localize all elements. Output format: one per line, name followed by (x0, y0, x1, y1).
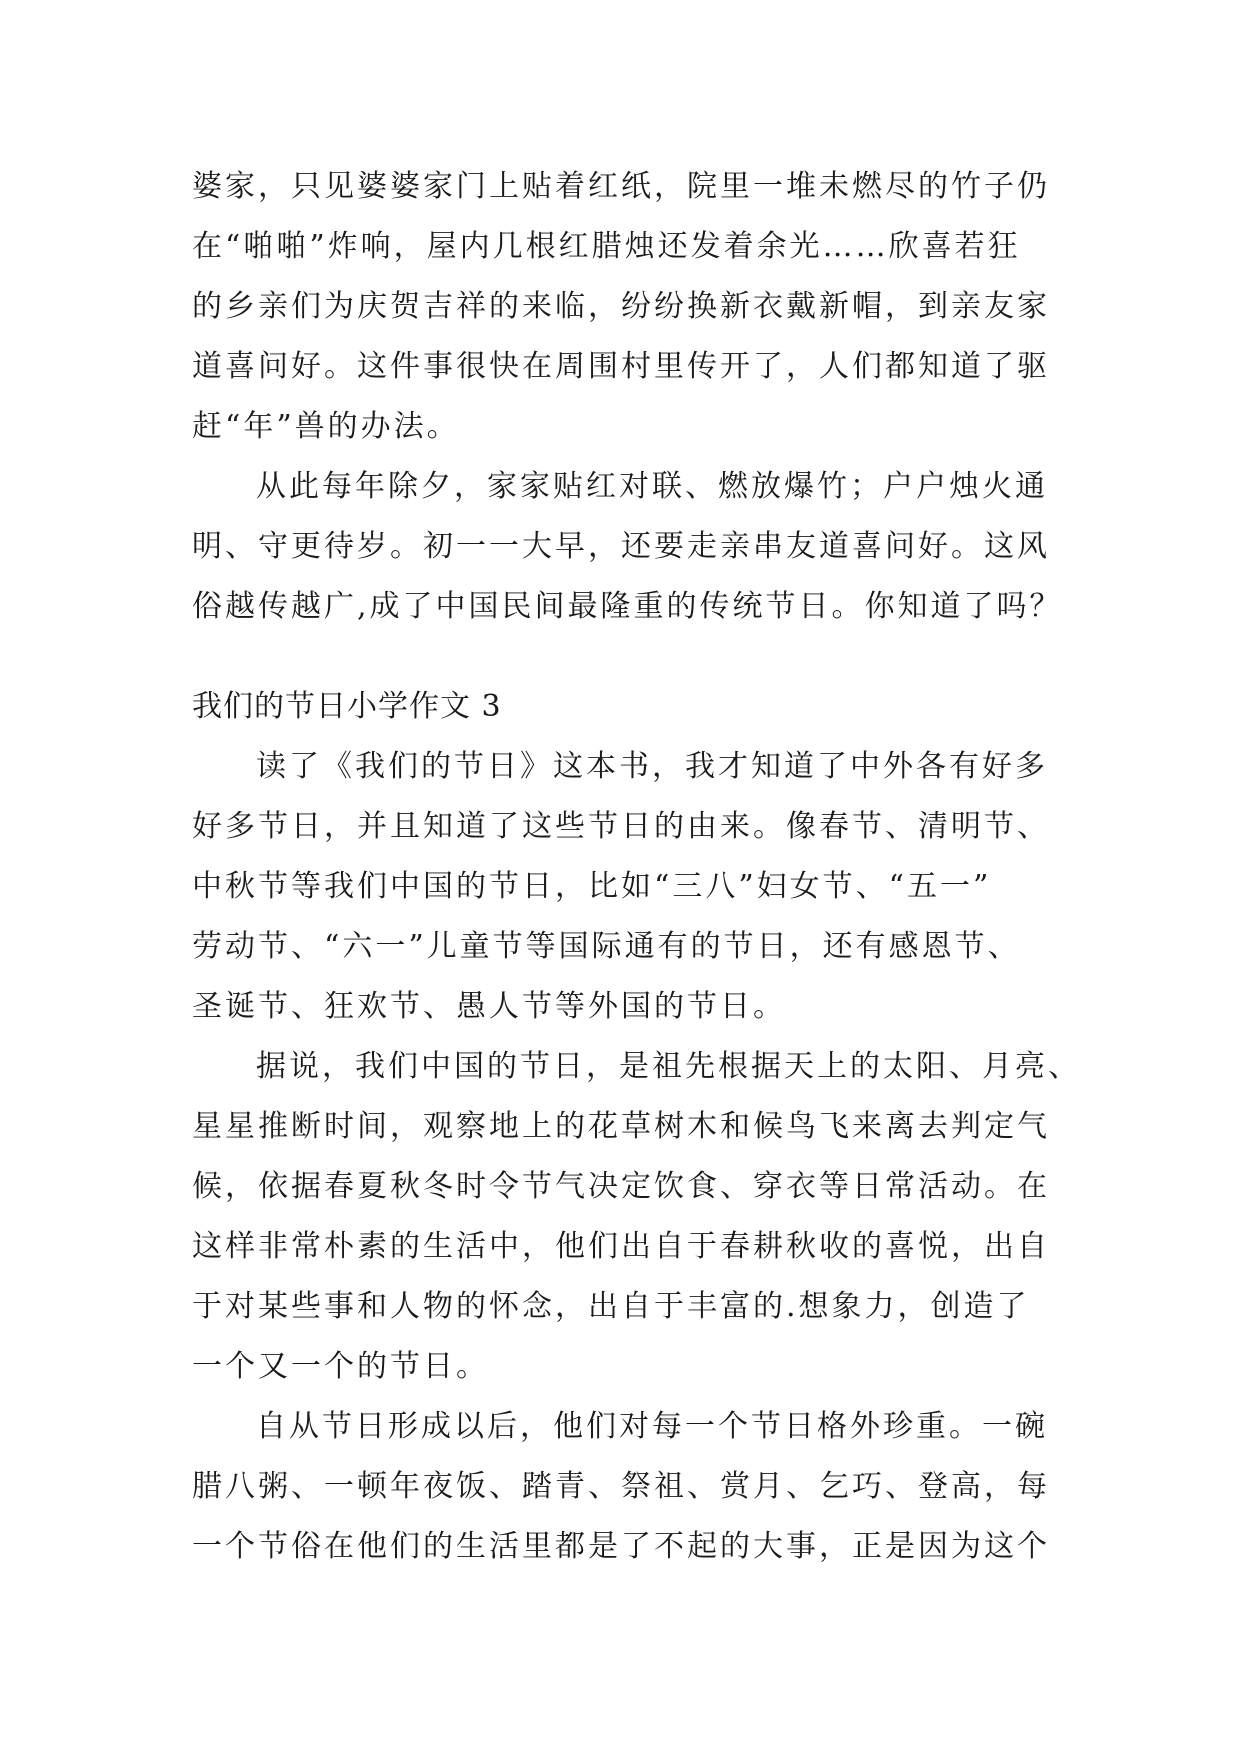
paragraph (192, 1397, 1062, 1577)
section-gap (192, 637, 1062, 677)
text-line: 腊八粥、一顿年夜饭、踏青、祭祖、赏月、乞巧、登高，每 (192, 1469, 1050, 1504)
text-line: 好多节日，并且知道了这些节日的由来。像春节、清明节、 (192, 809, 1050, 844)
paragraph (192, 1037, 1081, 1397)
text-line: 在“啪啪”炸响，屋内几根红腊烛还发着余光……欣喜若狂 (192, 229, 1021, 264)
text-line: 从此每年除夕，家家贴红对联、燃放爆竹；户户烛火通 (256, 469, 1048, 504)
text-line: 一个节俗在他们的生活里都是了不起的大事，正是因为这个 (192, 1529, 1050, 1564)
text-line: 读了《我们的节日》这本书，我才知道了中外各有好多 (256, 749, 1048, 784)
text-line: 候，依据春夏秋冬时令节气决定饮食、穿衣等日常活动。在 (192, 1169, 1050, 1204)
document-body (192, 157, 1081, 1577)
text-line: 婆家，只见婆婆家门上贴着红纸，院里一堆未燃尽的竹子仍 (192, 169, 1050, 204)
text-line: 劳动节、“六一”儿童节等国际通有的节日，还有感恩节、 (192, 929, 1021, 964)
text-line: 的乡亲们为庆贺吉祥的来临，纷纷换新衣戴新帽，到亲友家 (192, 289, 1050, 324)
paragraph (192, 157, 1062, 457)
paragraph (192, 457, 1062, 637)
text-line: 这样非常朴素的生活中，他们出自于春耕秋收的喜悦，出自 (192, 1229, 1050, 1264)
text-line: 星星推断时间，观察地上的花草树木和候鸟飞来离去判定气 (192, 1109, 1050, 1144)
text-line: 道喜问好。这件事很快在周围村里传开了，人们都知道了驱 (192, 349, 1050, 384)
text-line: 中秋节等我们中国的节日，比如“三八”妇女节、“五一” (192, 869, 992, 904)
text-line: 一个又一个的节日。 (192, 1349, 489, 1384)
text-line: 俗越传越广,成了中国民间最隆重的传统节日。你知道了吗？ (192, 589, 1063, 624)
text-line: 明、守更待岁。初一一大早，还要走亲串友道喜问好。这风 (192, 529, 1050, 564)
text-line: 据说，我们中国的节日，是祖先根据天上的太阳、月亮、 (256, 1049, 1081, 1084)
paragraph (192, 737, 1062, 1037)
text-line: 赶“年”兽的办法。 (192, 409, 460, 444)
text-line: 圣诞节、狂欢节、愚人节等外国的节日。 (192, 989, 786, 1024)
text-line: 自从节日形成以后，他们对每一个节日格外珍重。一碗 (256, 1409, 1048, 1444)
section-title: 我们的节日小学作文 3 (192, 689, 502, 724)
text-line: 于对某些事和人物的怀念，出自于丰富的.想象力，创造了 (192, 1289, 1030, 1324)
